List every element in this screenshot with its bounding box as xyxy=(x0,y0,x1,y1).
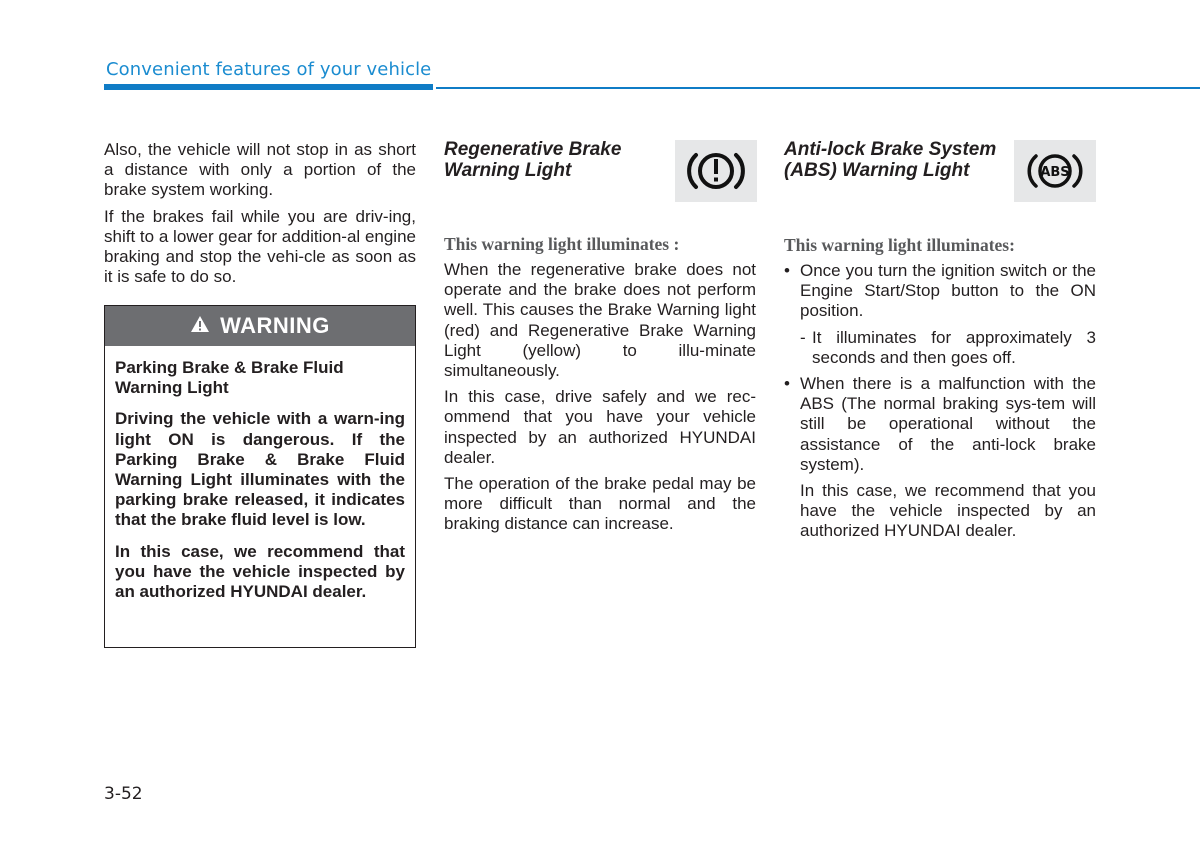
warning-paragraph: Driving the vehicle with a warn-ing light ON is dangerous. If the Parking Brake & Brake Fluid Warning Light illuminates with the parking brake released, it indicates that the brake fluid level is low. xyxy=(115,409,405,530)
regen-title xyxy=(444,139,621,181)
abs-note: In this case, we recommend that you have the vehicle inspected by an authorized HYUNDAI dealer. xyxy=(800,481,1096,541)
dash-marker: - xyxy=(800,327,806,347)
header-rule-thick xyxy=(104,84,433,90)
paragraph: If the brakes fail while you are driv-ing, shift to a lower gear for addition-al engine braking and stop the vehi-cle as soon as it is safe to do so. xyxy=(104,206,416,287)
paragraph: Also, the vehicle will not stop in as short a distance with only a portion of the brake system working. xyxy=(104,140,416,200)
section-title: Convenient features of your vehicle xyxy=(106,59,432,80)
paragraph: The operation of the brake pedal may be more difficult than normal and the braking distance can increase. xyxy=(444,474,756,534)
brake-warning-icon xyxy=(675,140,757,202)
list-item xyxy=(784,374,1096,475)
bullet-text: Once you turn the ignition switch or the Engine Start/Stop button to the ON position. xyxy=(800,261,1096,321)
abs-subheading: This warning light illuminates: xyxy=(784,235,1015,255)
warning-paragraph: In this case, we recommend that you have the vehicle inspected by an authorized HYUNDAI dealer. xyxy=(115,541,405,602)
regen-title-line: Warning Light xyxy=(444,160,572,181)
abs-body xyxy=(784,261,1096,542)
bullet-dot: • xyxy=(784,261,790,280)
regen-title-line: Regenerative Brake xyxy=(444,139,622,160)
page-number: 3-52 xyxy=(104,784,143,804)
warning-triangle-icon xyxy=(190,313,210,339)
regen-body xyxy=(444,260,756,541)
warning-box xyxy=(104,305,416,648)
warning-title: Parking Brake & Brake Fluid Warning Light xyxy=(115,358,344,398)
column-left xyxy=(104,140,416,293)
regen-subheading: This warning light illuminates : xyxy=(444,234,680,254)
abs-title xyxy=(784,139,996,181)
sub-list-item xyxy=(784,328,1096,368)
header-rule-thin xyxy=(436,87,1200,89)
abs-icon-text: ABS xyxy=(1040,165,1070,180)
list-item xyxy=(784,261,1096,322)
abs-title-line: (ABS) Warning Light xyxy=(784,160,970,181)
paragraph: When the regenerative brake does not operate and the brake does not perform well. This causes the Brake Warning light (red) and Regenerative Brake Warning Light (yellow) to illu-minate simultaneously. xyxy=(444,260,756,381)
bullet-dot: • xyxy=(784,374,790,394)
warning-body xyxy=(105,346,415,602)
warning-heading: WARNING xyxy=(220,313,330,338)
bullet-text: When there is a malfunction with the ABS (The normal braking sys-tem will still be operational without the assistance of the anti-lock brake system). xyxy=(800,374,1096,474)
warning-header xyxy=(105,306,415,346)
sub-item-text: It illuminates for approximately 3 seconds and then goes off. xyxy=(812,327,1096,367)
abs-warning-icon xyxy=(1014,140,1096,202)
paragraph: In this case, drive safely and we rec-ommend that you have your vehicle inspected by an authorized HYUNDAI dealer. xyxy=(444,387,756,467)
abs-title-line: Anti-lock Brake System xyxy=(784,139,997,160)
